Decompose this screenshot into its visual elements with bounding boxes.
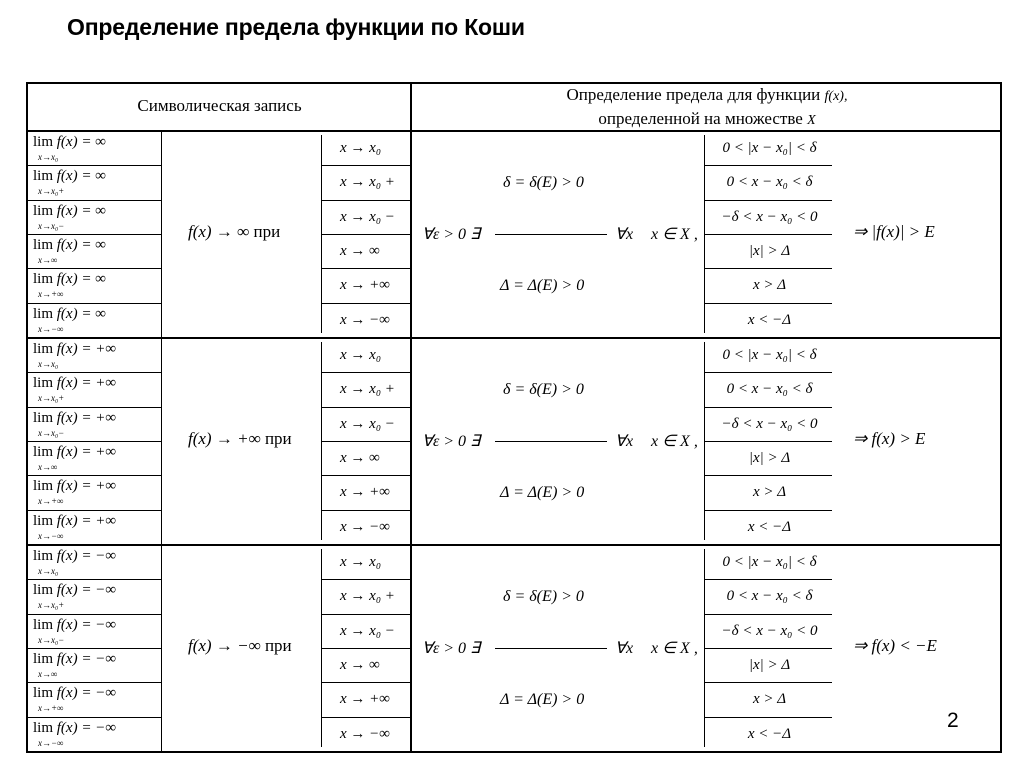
- condition-left: x → ∞: [340, 449, 380, 466]
- lim-cell: [33, 616, 117, 645]
- cond-left-divider: [322, 372, 410, 373]
- x-in-X: x ∈ X ,: [651, 225, 698, 243]
- lim-word: lim: [33, 685, 57, 702]
- lim-row-divider: [27, 234, 161, 235]
- condition-left: x → x₀ +: [340, 588, 395, 605]
- lim-subscript: x→∞: [38, 668, 58, 679]
- condition-left: x → x₀ −: [340, 622, 395, 639]
- lim-cell: [33, 582, 117, 611]
- lim-subscript: x→∞: [38, 254, 58, 265]
- cond-right-divider: [705, 648, 832, 649]
- lim-value: f(x) = −∞: [56, 548, 117, 564]
- column-divider: [410, 82, 412, 753]
- lim-value: f(x) = ∞: [56, 305, 106, 322]
- fraction-line: [495, 441, 607, 442]
- condition-left: x → x₀ +: [340, 381, 395, 398]
- lim-word: lim: [33, 512, 57, 529]
- lim-cell: [33, 409, 117, 438]
- lim-word: lim: [33, 616, 57, 633]
- condition-left: x → +∞: [340, 691, 390, 708]
- cond-right-divider: [705, 165, 832, 166]
- lim-word: lim: [33, 548, 57, 564]
- lim-row-divider: [27, 303, 161, 304]
- condition-left: x → x₀ −: [340, 208, 395, 225]
- for-all-x: ∀x: [615, 225, 634, 243]
- lim-value: f(x) = −∞: [56, 616, 117, 633]
- cond-left-divider: [322, 717, 410, 718]
- condition-left: x → x₀: [340, 140, 382, 156]
- lim-subscript: x→∞: [38, 461, 58, 472]
- lim-row-divider: [27, 475, 161, 476]
- lim-value: f(x) = +∞: [56, 409, 117, 426]
- lim-cell: [33, 341, 117, 369]
- lim-word: lim: [33, 375, 57, 392]
- condition-right: x < −Δ: [747, 311, 792, 328]
- condition-left: x → x₀ −: [340, 415, 395, 432]
- lim-value: f(x) = ∞: [56, 202, 106, 219]
- lim-subscript: x→+∞: [38, 289, 64, 300]
- condition-right: x > Δ: [752, 484, 787, 501]
- group-divider: [26, 337, 1002, 339]
- lim-row-divider: [27, 614, 161, 615]
- cond-right-divider: [705, 510, 832, 511]
- condition-right: |x| > Δ: [748, 656, 791, 673]
- lim-word: lim: [33, 409, 57, 426]
- lim-value: f(x) = +∞: [56, 512, 117, 529]
- condition-left: x → +∞: [340, 277, 390, 294]
- lim-cell: [33, 443, 117, 472]
- lim-word: lim: [33, 236, 57, 253]
- cond-right-divider: [705, 303, 832, 304]
- header-definition-text: Определение предела для функции: [566, 85, 821, 104]
- cond-right-divider: [705, 200, 832, 201]
- condition-left: x → +∞: [340, 484, 390, 501]
- main-statement: [188, 636, 292, 656]
- lim-value: f(x) = +∞: [56, 478, 117, 495]
- delta-eps: δ = δ(E) > 0: [503, 174, 584, 191]
- for-all-x: ∀x: [615, 432, 634, 450]
- cond-left-divider: [322, 407, 410, 408]
- lim-value: f(x) = −∞: [56, 582, 117, 599]
- lim-row-divider: [27, 648, 161, 649]
- lim-subscript: x→+∞: [38, 703, 64, 714]
- lim-cell: [33, 202, 106, 231]
- lim-cell: [33, 236, 106, 265]
- header-definition-line1: [412, 85, 1002, 105]
- cond-left-divider: [322, 234, 410, 235]
- lim-row-divider: [27, 200, 161, 201]
- pri-word: при: [264, 428, 292, 448]
- cond-left-divider: [322, 579, 410, 580]
- condition-left: x → x₀ +: [340, 174, 395, 191]
- lim-cell: [33, 685, 117, 714]
- cond-left-divider: [322, 441, 410, 442]
- header-symbolic: Символическая запись: [137, 96, 302, 115]
- left-brace: [321, 135, 322, 333]
- condition-right: −δ < x − x₀ < 0: [721, 415, 818, 432]
- fraction-line: [495, 648, 607, 649]
- conclusion: ⇒ |f(x)| > E: [853, 221, 935, 241]
- condition-left: x → ∞: [340, 242, 380, 259]
- cond-right-divider: [705, 441, 832, 442]
- condition-right: 0 < x − x₀ < δ: [726, 174, 813, 191]
- condition-left: x → x₀: [340, 347, 382, 363]
- condition-left: x → x₀: [340, 554, 382, 570]
- condition-left: x → −∞: [340, 518, 390, 535]
- lim-cell: [33, 375, 117, 404]
- Delta-eps: Δ = Δ(E) > 0: [500, 691, 585, 708]
- cond-left-divider: [322, 200, 410, 201]
- lim-cell: [33, 512, 117, 541]
- lim-word: lim: [33, 341, 57, 357]
- cond-left-divider: [322, 648, 410, 649]
- right-brace: [704, 135, 705, 333]
- lim-cell: [33, 719, 117, 748]
- fraction-line: [495, 234, 607, 235]
- quantifier: ∀ε > 0 ∃: [422, 432, 481, 450]
- main-fx: f(x) → ∞: [188, 221, 254, 241]
- main-statement: [188, 222, 280, 242]
- condition-left: x → −∞: [340, 725, 390, 742]
- pri-word: при: [253, 221, 281, 241]
- Delta-eps: Δ = Δ(E) > 0: [500, 484, 585, 501]
- lim-word: lim: [33, 271, 57, 288]
- cond-right-divider: [705, 407, 832, 408]
- lim-subscript: x→x₀+: [38, 186, 65, 197]
- lim-row-divider: [27, 717, 161, 718]
- lim-value: f(x) = ∞: [56, 236, 106, 253]
- lim-row-divider: [27, 510, 161, 511]
- header-fx: f(x),: [824, 89, 848, 104]
- lim-row-divider: [27, 682, 161, 683]
- lim-row-divider: [27, 579, 161, 580]
- lim-word: lim: [33, 134, 57, 150]
- cond-left-divider: [322, 268, 410, 269]
- cond-right-divider: [705, 614, 832, 615]
- condition-right: 0 < |x − x₀| < δ: [722, 347, 817, 363]
- lim-value: f(x) = +∞: [56, 443, 117, 460]
- lim-value: f(x) = +∞: [56, 375, 117, 392]
- lim-value: f(x) = +∞: [56, 341, 117, 357]
- page-number: 2: [947, 709, 959, 732]
- condition-right: |x| > Δ: [748, 242, 791, 259]
- cond-right-divider: [705, 372, 832, 373]
- condition-right: 0 < x − x₀ < δ: [726, 381, 813, 398]
- lim-row-divider: [27, 165, 161, 166]
- main-statement: [188, 429, 292, 449]
- condition-right: 0 < |x − x₀| < δ: [722, 554, 817, 570]
- cond-left-divider: [322, 303, 410, 304]
- lim-subscript: x→x₀: [38, 152, 59, 162]
- cond-left-divider: [322, 510, 410, 511]
- header-X: X: [807, 113, 816, 128]
- lim-subscript: x→x₀−: [38, 427, 65, 438]
- condition-left: x → −∞: [340, 311, 390, 328]
- lim-cell: [33, 650, 117, 679]
- lim-subscript: x→+∞: [38, 496, 64, 507]
- delta-eps: δ = δ(E) > 0: [503, 588, 584, 605]
- conclusion: ⇒ f(x) < −E: [853, 635, 937, 655]
- header-divider: [26, 130, 1002, 132]
- lim-value: f(x) = ∞: [56, 168, 106, 185]
- condition-right: −δ < x − x₀ < 0: [721, 622, 818, 639]
- lim-row-divider: [27, 268, 161, 269]
- x-in-X: x ∈ X ,: [651, 639, 698, 657]
- lim-subscript: x→x₀−: [38, 634, 65, 645]
- lim-cell: [33, 478, 117, 507]
- cond-right-divider: [705, 234, 832, 235]
- lim-subscript: x→−∞: [38, 530, 64, 541]
- left-brace: [321, 549, 322, 747]
- lim-subscript: x→x₀+: [38, 600, 65, 611]
- condition-right: 0 < |x − x₀| < δ: [722, 140, 817, 156]
- lim-row-divider: [27, 441, 161, 442]
- Delta-eps: Δ = Δ(E) > 0: [500, 277, 585, 294]
- lim-subscript: x→−∞: [38, 737, 64, 748]
- condition-left: x → ∞: [340, 656, 380, 673]
- condition-right: 0 < x − x₀ < δ: [726, 588, 813, 605]
- condition-right: |x| > Δ: [748, 449, 791, 466]
- quantifier: ∀ε > 0 ∃: [422, 225, 481, 243]
- cond-right-divider: [705, 268, 832, 269]
- lim-word: lim: [33, 719, 57, 736]
- lim-subscript: x→x₀+: [38, 393, 65, 404]
- condition-right: x > Δ: [752, 277, 787, 294]
- condition-right: −δ < x − x₀ < 0: [721, 208, 818, 225]
- cond-right-divider: [705, 475, 832, 476]
- condition-right: x < −Δ: [747, 725, 792, 742]
- conclusion: ⇒ f(x) > E: [853, 428, 926, 448]
- header-definition-line2: [412, 109, 1002, 129]
- pri-word: при: [264, 635, 292, 655]
- main-fx: f(x) → −∞: [188, 635, 265, 655]
- cond-left-divider: [322, 165, 410, 166]
- condition-right: x > Δ: [752, 691, 787, 708]
- lim-subscript: x→x₀: [38, 566, 59, 576]
- lim-word: lim: [33, 650, 57, 667]
- group-divider: [26, 544, 1002, 546]
- lim-cell: [33, 548, 117, 576]
- for-all-x: ∀x: [615, 639, 634, 657]
- lim-value: f(x) = ∞: [56, 271, 106, 288]
- cond-left-divider: [322, 475, 410, 476]
- lim-column-divider: [161, 130, 162, 753]
- page-title: Определение предела функции по Коши: [67, 14, 525, 40]
- lim-subscript: x→x₀: [38, 359, 59, 369]
- lim-cell: [33, 305, 106, 334]
- lim-word: lim: [33, 202, 57, 219]
- lim-cell: [33, 134, 106, 162]
- lim-word: lim: [33, 168, 57, 185]
- lim-value: f(x) = −∞: [56, 685, 117, 702]
- lim-subscript: x→−∞: [38, 323, 64, 334]
- cond-left-divider: [322, 614, 410, 615]
- lim-word: lim: [33, 582, 57, 599]
- right-brace: [704, 342, 705, 540]
- lim-word: lim: [33, 443, 57, 460]
- lim-cell: [33, 271, 106, 300]
- right-brace: [704, 549, 705, 747]
- cond-right-divider: [705, 717, 832, 718]
- lim-word: lim: [33, 478, 57, 495]
- cond-right-divider: [705, 579, 832, 580]
- header-set-text: определенной на множестве: [598, 109, 803, 128]
- lim-subscript: x→x₀−: [38, 220, 65, 231]
- lim-cell: [33, 168, 106, 197]
- lim-row-divider: [27, 407, 161, 408]
- lim-word: lim: [33, 305, 57, 322]
- x-in-X: x ∈ X ,: [651, 432, 698, 450]
- cond-right-divider: [705, 682, 832, 683]
- left-brace: [321, 342, 322, 540]
- cond-left-divider: [322, 682, 410, 683]
- lim-row-divider: [27, 372, 161, 373]
- delta-eps: δ = δ(E) > 0: [503, 381, 584, 398]
- main-fx: f(x) → +∞: [188, 428, 265, 448]
- quantifier: ∀ε > 0 ∃: [422, 639, 481, 657]
- condition-right: x < −Δ: [747, 518, 792, 535]
- lim-value: f(x) = −∞: [56, 719, 117, 736]
- lim-value: f(x) = −∞: [56, 650, 117, 667]
- lim-value: f(x) = ∞: [56, 134, 106, 150]
